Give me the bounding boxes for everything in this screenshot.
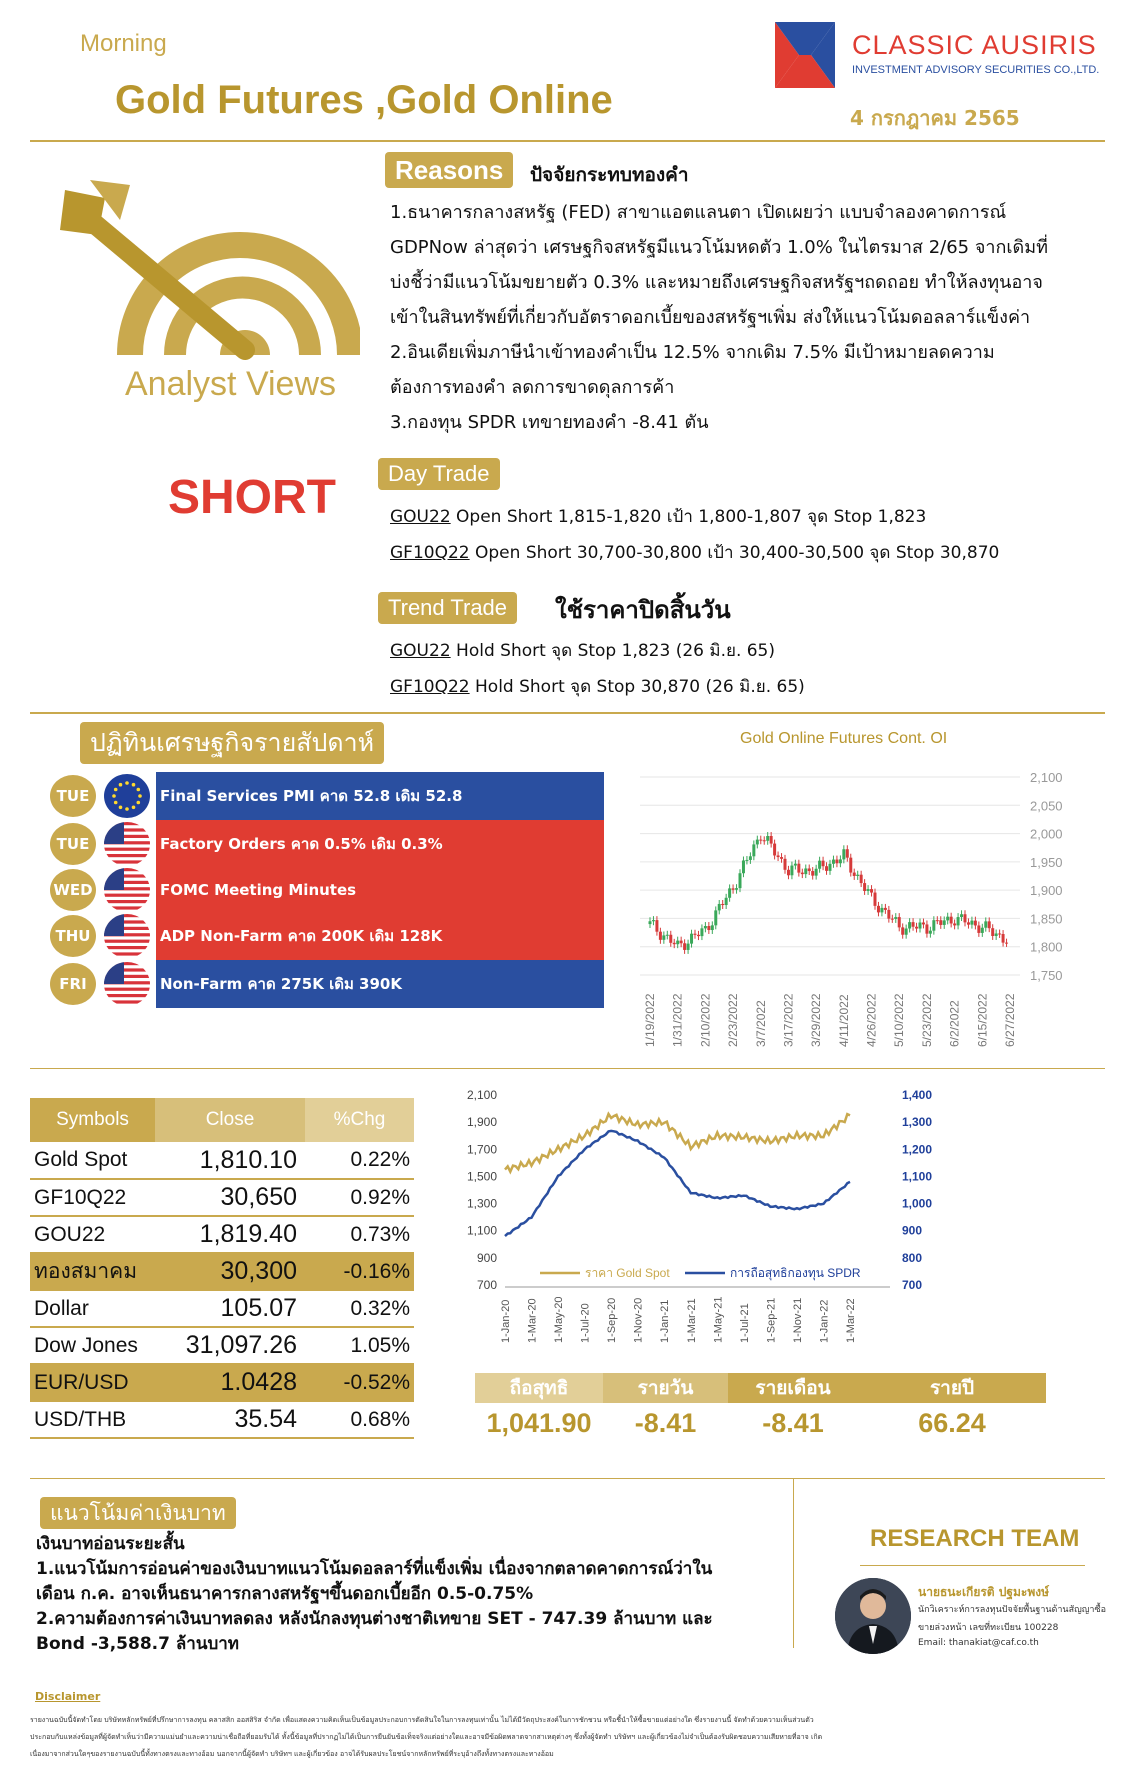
disclaimer-line: รายงานฉบับนี้จัดทำโดย บริษัทหลักทรัพย์ที่ปรึกษาการลงทุน คลาสสิก ออสสิริส จำกัด เพื่อแสดงความคิดเห็นเป็นข้อมูลประกอบการตัดสินใจในการลงทุนเท่านั้น ไม่ได้มีวัตถุประสงค์ในการชักชวน หรือชี้นำให้ซื้อขายแต่อย่างใด ซึ่งรายงานนี้ จัดทำด้วยความเห็นส่วนตัว [30,1716,814,1724]
x-tick-label: 4/11/2022 [836,994,851,1047]
market-table [30,1098,414,1439]
candle-body [718,904,721,910]
candle-body [984,921,987,927]
y-tick-label: 1,750 [1030,968,1063,983]
col-header-close: Close [155,1098,305,1142]
market-symbol: EUR/USD [30,1364,155,1401]
market-chg: 1.05% [305,1327,414,1364]
market-row [30,1290,414,1327]
candle-body [694,934,697,935]
candle-body [849,858,852,873]
candle-body [801,873,804,875]
candle-body [673,943,676,944]
market-symbol: USD/THB [30,1401,155,1438]
day-trade-code: GF10Q22 [390,543,470,563]
section-divider [30,712,1105,714]
y-tick-label: 1,850 [1030,911,1063,927]
market-close: 105.07 [155,1290,305,1327]
y-tick-label: 1,950 [1030,854,1063,870]
market-row [30,1364,414,1401]
candle-body [790,866,793,876]
market-chg: 0.92% [305,1179,414,1216]
candle-body [739,873,742,888]
left-axis-tick: 1,100 [466,1223,497,1238]
market-symbol: ทองสมาคม [30,1253,155,1290]
day-badge: WED [50,869,96,911]
market-symbol: Dow Jones [30,1327,155,1364]
analyst-email: Email: thanakiat@caf.co.th [918,1638,1039,1648]
market-chg: 0.73% [305,1216,414,1253]
trend-trade-code: GF10Q22 [390,677,470,697]
candle-body [932,920,935,931]
y-tick-label: 2,000 [1030,826,1063,842]
page-title: Gold Futures ,Gold Online [115,78,613,122]
market-row [30,1142,414,1179]
day-trade-text: Open Short 1,815-1,820 เป้า 1,800-1,807 จุด Stop 1,823 [450,507,927,527]
market-chg: 0.68% [305,1401,414,1438]
candle-body [905,929,908,935]
reason-line: ต้องการทองคำ ลดการขาดดุลการค้า [390,377,675,398]
event-label: Final Services PMI คาด 52.8 เดิม 52.8 [156,772,604,820]
x-tick-label: 3/17/2022 [781,993,796,1047]
trend-trade-line [390,670,805,704]
x-tick-label: 2/10/2022 [698,993,713,1047]
right-axis-tick: 1,400 [902,1088,933,1102]
reasons-list [390,195,1130,440]
candle-body [659,932,662,940]
research-divider [860,1565,1085,1566]
reason-line: 1.ธนาคารกลางสหรัฐ (FED) สาขาแอตแลนตา เปิดเผยว่า แบบจำลองคาดการณ์ [390,202,1007,223]
research-team-title: RESEARCH TEAM [870,1525,1080,1552]
market-close: 31,097.26 [155,1327,305,1364]
candle-body [943,920,946,925]
reason-line: 3.กองทุน SPDR เทขายทองคำ -8.41 ตัน [390,412,709,433]
disclaimer-line: เนื่องมาจากส่วนใดๆของรายงานฉบับนี้ทั้งทางตรงและทางอ้อม นอกจากนี้ผู้จัดทำ บริษัทฯ และผู้เกี่ยวข้อง อาจได้รับผลประโยชน์จากหลักทรัพย์ที่ระบุอ้างถึงทั้งทางตรงและทางอ้อม [30,1750,554,1758]
x-tick-label: 1-Nov-21 [791,1297,804,1343]
candle-body [939,920,942,925]
candle-body [728,888,731,897]
candle-body [870,889,873,892]
stat-value-daily: -8.41 [634,1408,697,1438]
brand-logo [775,20,835,90]
day-trade-line [390,500,926,534]
candle-body [964,914,967,922]
candle-body [649,921,652,924]
calendar-title: ปฏิทินเศรษฐกิจรายสัปดาห์ [80,722,384,764]
left-axis-tick: 1,700 [466,1142,497,1157]
market-chg: -0.52% [305,1364,414,1401]
candle-body [960,914,963,917]
stat-value-monthly: -8.41 [762,1408,824,1438]
candle-body [732,888,735,889]
right-axis-tick: 900 [902,1223,923,1238]
x-tick-label: 6/27/2022 [1003,993,1017,1047]
candle-body [759,840,762,841]
candle-body [991,928,994,936]
candle-body [898,917,901,927]
candle-body [794,864,797,866]
stat-header-holdings: ถือสุทธิ [475,1373,603,1403]
candle-body [822,861,825,867]
market-close: 1.0428 [155,1364,305,1401]
candle-body [690,934,693,944]
calendar-row [50,960,610,1008]
trend-trade-tag: Trend Trade [378,592,517,624]
x-tick-label: 1-Jul-21 [738,1303,751,1343]
trend-trade-note: ใช้ราคาปิดสิ้นวัน [555,596,731,624]
calendar-row [50,772,610,820]
us-flag-icon [104,868,150,912]
market-close: 35.54 [155,1401,305,1438]
candle-body [735,888,738,890]
right-axis-tick: 1,000 [902,1196,933,1211]
col-header-symbols: Symbols [30,1098,155,1142]
candle-body [832,860,835,864]
x-tick-label: 5/10/2022 [892,993,907,1047]
report-date: 4 กรกฎาคม 2565 [850,106,1020,130]
stat-value-holdings: 1,041.90 [486,1408,592,1438]
candle-body [912,922,915,927]
candle-body [880,908,883,912]
candle-body [662,935,665,939]
candle-body [967,922,970,924]
candle-body [877,906,880,913]
candle-body [860,875,863,883]
right-axis-tick: 800 [902,1250,923,1265]
reason-line: 2.อินเดียเพิ่มภาษีนำเข้าทองคำเป็น 12.5% จากเดิม 7.5% มีเป้าหมายลดความ [390,342,995,363]
event-label: Factory Orders คาด 0.5% เดิม 0.3% [156,820,604,868]
candle-body [856,875,859,876]
x-tick-label: 5/23/2022 [919,993,934,1047]
x-tick-label: 6/2/2022 [947,1000,962,1047]
candle-body [950,917,953,924]
chart1-title: Gold Online Futures Cont. OI [740,730,948,747]
day-trade-code: GOU22 [390,507,451,527]
analyst-role: นักวิเคราะห์การลงทุนปัจจัยพื้นฐานด้านสัญญาซื้อ [918,1605,1106,1615]
baht-line: 2.ความต้องการค่าเงินบาทลดลง หลังนักลงทุนต่างชาติเทขาย SET - 747.39 ล้านบาท และ [36,1609,713,1629]
candle-body [957,917,960,925]
event-label: ADP Non-Farm คาด 200K เดิม 128K [156,912,604,960]
candle-body [925,924,928,933]
day-badge: TUE [50,823,96,865]
candle-body [780,857,783,859]
baht-trend-tag: แนวโน้มค่าเงินบาท [40,1497,236,1529]
stat-value-yearly: 66.24 [918,1408,986,1438]
section-divider [30,1068,1105,1069]
candle-body [998,933,1001,934]
market-chg: 0.22% [305,1142,414,1179]
candle-body [839,859,842,863]
right-axis-tick: 700 [902,1278,923,1292]
us-flag-icon [104,914,150,958]
candle-body [908,922,911,928]
candle-body [683,943,686,950]
x-tick-label: 1/19/2022 [643,993,657,1047]
candle-body [707,926,710,930]
candle-body [680,941,683,944]
candle-body [749,856,752,860]
market-close: 30,300 [155,1253,305,1290]
y-tick-label: 2,100 [1030,770,1063,785]
x-tick-label: 1-Jul-20 [579,1303,592,1343]
candle-body [773,844,776,856]
disclaimer-title: Disclaimer [35,1690,101,1703]
day-trade-text: Open Short 30,700-30,800 เป้า 30,400-30,500 จุด Stop 30,870 [469,543,1000,563]
baht-line: เดือน ก.ค. อาจเห็นธนาคารกลางสหรัฐฯขึ้นดอกเบี้ยอีก 0.5-0.75% [36,1584,534,1604]
candle-body [894,917,897,919]
left-axis-tick: 2,100 [466,1088,497,1102]
market-row [30,1253,414,1290]
candle-body [797,864,800,873]
candle-body [770,836,773,844]
candle-body [714,910,717,925]
candle-body [953,923,956,925]
x-tick-label: 3/29/2022 [809,993,824,1047]
market-chg: 0.32% [305,1290,414,1327]
left-axis-tick: 1,500 [466,1169,497,1184]
candle-body [919,922,922,928]
x-tick-label: 6/15/2022 [975,993,990,1047]
market-symbol: Gold Spot [30,1142,155,1179]
stat-header-yearly: รายปี [858,1373,1046,1403]
candle-body [687,944,690,950]
candle-body [676,941,679,945]
market-close: 1,810.10 [155,1142,305,1179]
candle-body [815,869,818,876]
candle-body [808,868,811,871]
header-divider [30,140,1105,142]
candle-body [787,870,790,875]
day-trade-tag: Day Trade [378,458,500,490]
x-tick-label: 4/26/2022 [864,993,879,1047]
candle-body [835,860,838,864]
candle-body [846,849,849,857]
trend-trade-text: Hold Short จุด Stop 1,823 (26 มิ.ย. 65) [450,641,776,661]
candle-body [853,873,856,876]
candle-body [777,855,780,857]
candle-body [988,921,991,928]
analyst-stance: SHORT [168,471,336,524]
y-tick-label: 1,900 [1030,883,1063,899]
candle-body [936,920,939,921]
eu-flag-icon [104,774,150,818]
y-tick-label: 2,050 [1030,798,1063,814]
candle-body [929,931,932,934]
morning-label: Morning [80,30,167,57]
candle-body [1002,934,1005,943]
left-axis-tick: 1,300 [466,1196,497,1211]
us-flag-icon [104,962,150,1006]
candle-body [887,910,890,919]
candle-body [721,904,724,905]
market-close: 1,819.40 [155,1216,305,1253]
market-row [30,1401,414,1438]
reason-line: เข้าในสินทรัพย์ที่เกี่ยวกับอัตราดอกเบี้ยของสหรัฐฯเพิ่ม ส่งให้แนวโน้มดอลลาร์แข็งค่า [390,307,1031,328]
market-symbol: GF10Q22 [30,1179,155,1216]
x-tick-label: 1-Sep-21 [765,1297,778,1343]
market-row [30,1179,414,1216]
candle-body [711,925,714,930]
candle-body [891,919,894,920]
left-axis-tick: 900 [476,1250,497,1265]
gold-vs-spdr-chart [460,1080,1030,1350]
x-tick-label: 1-Mar-20 [526,1298,539,1343]
candle-body [829,864,832,871]
candle-body [981,928,984,933]
stat-header-monthly: รายเดือน [728,1373,858,1403]
gold-spot-line [505,1114,850,1172]
disclaimer-line: ประกอบกับแหล่งข้อมูลที่ผู้จัดทำเห็นว่ามีความแม่นยำและความน่าเชื่อถือที่ยอมรับได้ ทั้งนี้ข้อมูลที่ปรากฏไม่ได้เป็นการยืนยันข้อเท็จจริงแต่อย่างใดและอาจมีข้อผิดพลาดจากสาเหตุต่างๆ ซึ่งทั้งผู้จัดทำ บริษัทฯ และผู้เกี่ยวข้องไม่จำเป็นต้องรับผิดชอบความเสียหายที่อาจ เกิด [30,1733,823,1741]
candle-body [977,925,980,932]
x-tick-label: 1-May-20 [553,1296,566,1343]
candle-body [766,836,769,841]
analyst-license: ขายล่วงหน้า เลขที่ทะเบียน 100228 [918,1623,1059,1633]
reason-line: บ่งชี้ว่ามีแนวโน้มขยายตัว 0.3% และหมายถึงเศรษฐกิจสหรัฐฯถดถอย ทำให้ลงทุนอาจ [390,272,1043,293]
trend-trade-line [390,634,775,668]
event-label: Non-Farm คาด 275K เดิม 390K [156,960,604,1008]
us-flag-icon [104,822,150,866]
left-axis-tick: 1,900 [466,1115,497,1130]
x-tick-label: 1-Jan-20 [500,1299,512,1343]
x-tick-label: 1-Jan-21 [659,1299,672,1343]
candle-body [700,928,703,936]
candle-body [652,920,655,921]
candle-body [825,866,828,871]
day-trade-line [390,536,999,570]
candle-body [995,933,998,936]
x-tick-label: 1/31/2022 [670,993,685,1047]
reasons-heading: ปัจจัยกระทบทองคำ [530,164,689,186]
trend-trade-code: GOU22 [390,641,451,661]
analyst-photo [835,1578,911,1654]
candle-body [752,844,755,856]
right-axis-tick: 1,200 [902,1142,933,1157]
x-tick-label: 1-Mar-22 [845,1298,857,1343]
candle-body [655,920,658,932]
baht-line: เงินบาทอ่อนระยะสั้น [36,1534,185,1554]
baht-line: 1.แนวโน้มการอ่อนค่าของเงินบาทแนวโน้มดอลลาร์ที่แข็งเพิ่ม เนื่องจากตลาดคาดการณ์ว่าใน [36,1559,713,1579]
candle-body [946,917,949,921]
candle-body [1005,943,1008,944]
column-divider [793,1478,794,1648]
section-divider [30,1478,1105,1479]
day-badge: TUE [50,775,96,817]
trend-trade-text: Hold Short จุด Stop 30,870 (26 มิ.ย. 65) [469,677,805,697]
classic-ausiris-logo-icon [775,20,835,90]
baht-trend-body [36,1532,713,1657]
candle-body [742,860,745,873]
day-badge: THU [50,915,96,957]
analyst-views-label: Analyst Views [125,365,337,403]
disclaimer-body [30,1712,1110,1763]
right-axis-tick: 1,300 [902,1115,933,1130]
analyst-name: นายธนะเกียรติ ปฐมะพงษ์ [918,1585,1050,1599]
candle-body [915,927,918,929]
person-avatar-icon [835,1578,911,1654]
baht-line: Bond -3,588.7 ล้านบาท [36,1634,239,1654]
candle-body [884,908,887,910]
legend-gold-label: ราคา Gold Spot [585,1266,670,1280]
market-row [30,1327,414,1364]
market-row [30,1216,414,1253]
candle-body [811,871,814,876]
market-symbol: Dollar [30,1290,155,1327]
candle-body [725,898,728,905]
candle-body [863,883,866,891]
x-tick-label: 1-Sep-20 [606,1297,619,1343]
candle-body [970,921,973,925]
stat-header-daily: รายวัน [603,1373,728,1403]
candle-body [867,889,870,891]
candle-body [974,921,977,926]
y-tick-label: 1,800 [1030,939,1063,955]
legend-spdr-label: การถือสุทธิกองทุน SPDR [730,1266,861,1280]
candle-body [666,935,669,936]
candle-body [763,840,766,841]
brand-name: CLASSIC AUSIRIS [852,30,1097,60]
candle-body [922,922,925,924]
right-axis-tick: 1,100 [902,1169,933,1184]
x-tick-label: 2/23/2022 [726,993,741,1047]
candle-body [697,935,700,936]
market-close: 30,650 [155,1179,305,1216]
candle-body [756,840,759,845]
x-tick-label: 1-Nov-20 [632,1297,645,1343]
event-label: FOMC Meeting Minutes [156,866,604,914]
candle-body [784,859,787,870]
market-chg: -0.16% [305,1253,414,1290]
col-header-chg: %Chg [305,1098,414,1142]
candle-body [745,860,748,861]
candle-body [669,935,672,943]
reasons-tag: Reasons [385,152,513,188]
calendar-row [50,866,610,914]
candle-body [874,893,877,906]
market-symbol: GOU22 [30,1216,155,1253]
candle-body [901,927,904,934]
candle-body [704,926,707,928]
brand-subtitle: INVESTMENT ADVISORY SECURITIES CO.,LTD. [852,64,1100,76]
calendar-row [50,820,610,868]
x-tick-label: 1-Jan-22 [818,1299,831,1343]
candle-body [804,868,807,874]
oi-candlestick-chart [620,755,1100,1055]
day-badge: FRI [50,963,96,1005]
candle-body [818,861,821,869]
x-tick-label: 1-Mar-21 [685,1298,698,1343]
left-axis-tick: 700 [476,1278,497,1292]
x-tick-label: 1-May-21 [712,1296,725,1343]
reason-line: GDPNow ล่าสุดว่า เศรษฐกิจสหรัฐมีแนวโน้มหดตัว 1.0% ในไตรมาส 2/65 จากเดิมที่ [390,237,1048,258]
candle-body [842,849,845,859]
x-tick-label: 3/7/2022 [753,1000,768,1047]
calendar-row [50,912,610,960]
